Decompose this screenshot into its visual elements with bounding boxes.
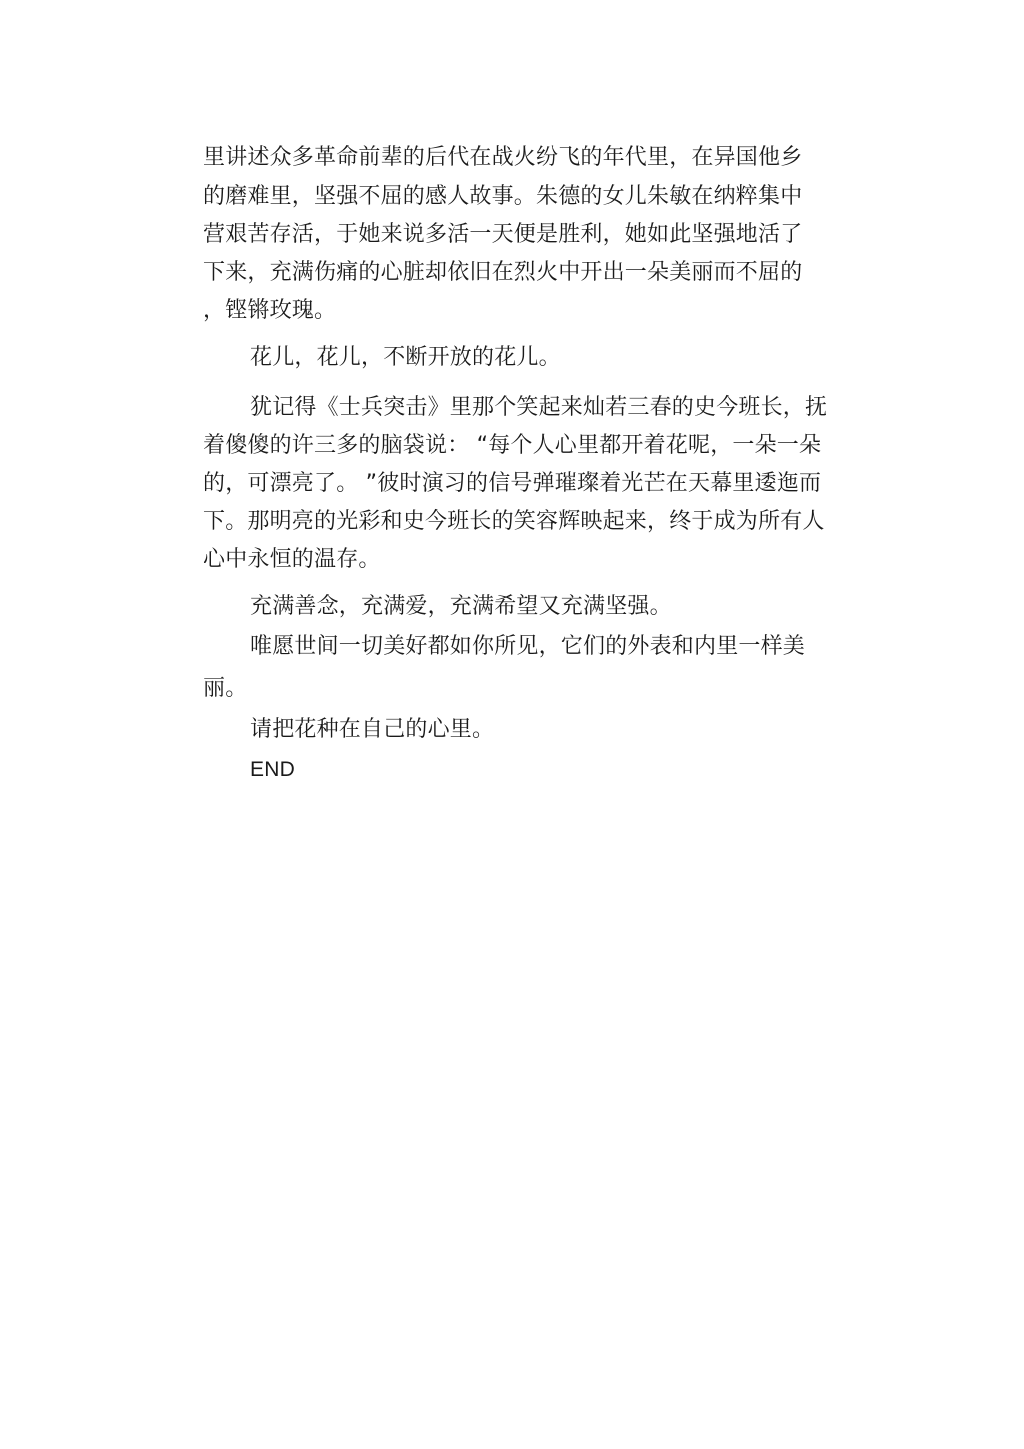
paragraph-1-line-1: 里讲述众多革命前辈的后代在战火纷飞的年代里，在异国他乡 — [203, 145, 803, 170]
paragraph-3-line-5: 心中永恒的温存。 — [203, 547, 381, 572]
paragraph-1-line-3: 营艰苦存活，于她来说多活一天便是胜利，她如此坚强地活了 — [203, 222, 803, 247]
paragraph-3-line-4: 下。那明亮的光彩和史今班长的笑容辉映起来，终于成为所有人 — [203, 509, 825, 534]
paragraph-3-line-3: 的，可漂亮了。 ”彼时演习的信号弹璀璨着光芒在天幕里逶迤而 — [203, 471, 822, 496]
paragraph-1-line-5: ，铿锵玫瑰。 — [203, 298, 337, 323]
paragraph-5-line-2: 丽。 — [203, 676, 248, 701]
paragraph-3-line-2: 着傻傻的许三多的脑袋说： “每个人心里都开着花呢，一朵一朵 — [203, 433, 822, 458]
paragraph-2: 花儿，花儿，不断开放的花儿。 — [250, 345, 561, 370]
paragraph-5-line-1: 唯愿世间一切美好都如你所见，它们的外表和内里一样美 — [250, 634, 806, 659]
paragraph-3-line-1: 犹记得《士兵突击》里那个笑起来灿若三春的史今班长，抚 — [250, 395, 828, 420]
paragraph-6: 请把花种在自己的心里。 — [250, 717, 495, 742]
ending-text: END — [250, 758, 295, 781]
paragraph-4: 充满善念，充满爱，充满希望又充满坚强。 — [250, 594, 672, 619]
paragraph-1-line-4: 下来，充满伤痛的心脏却依旧在烈火中开出一朵美丽而不屈的 — [203, 260, 803, 285]
paragraph-1-line-2: 的磨难里，坚强不屈的感人故事。朱德的女儿朱敏在纳粹集中 — [203, 184, 803, 209]
